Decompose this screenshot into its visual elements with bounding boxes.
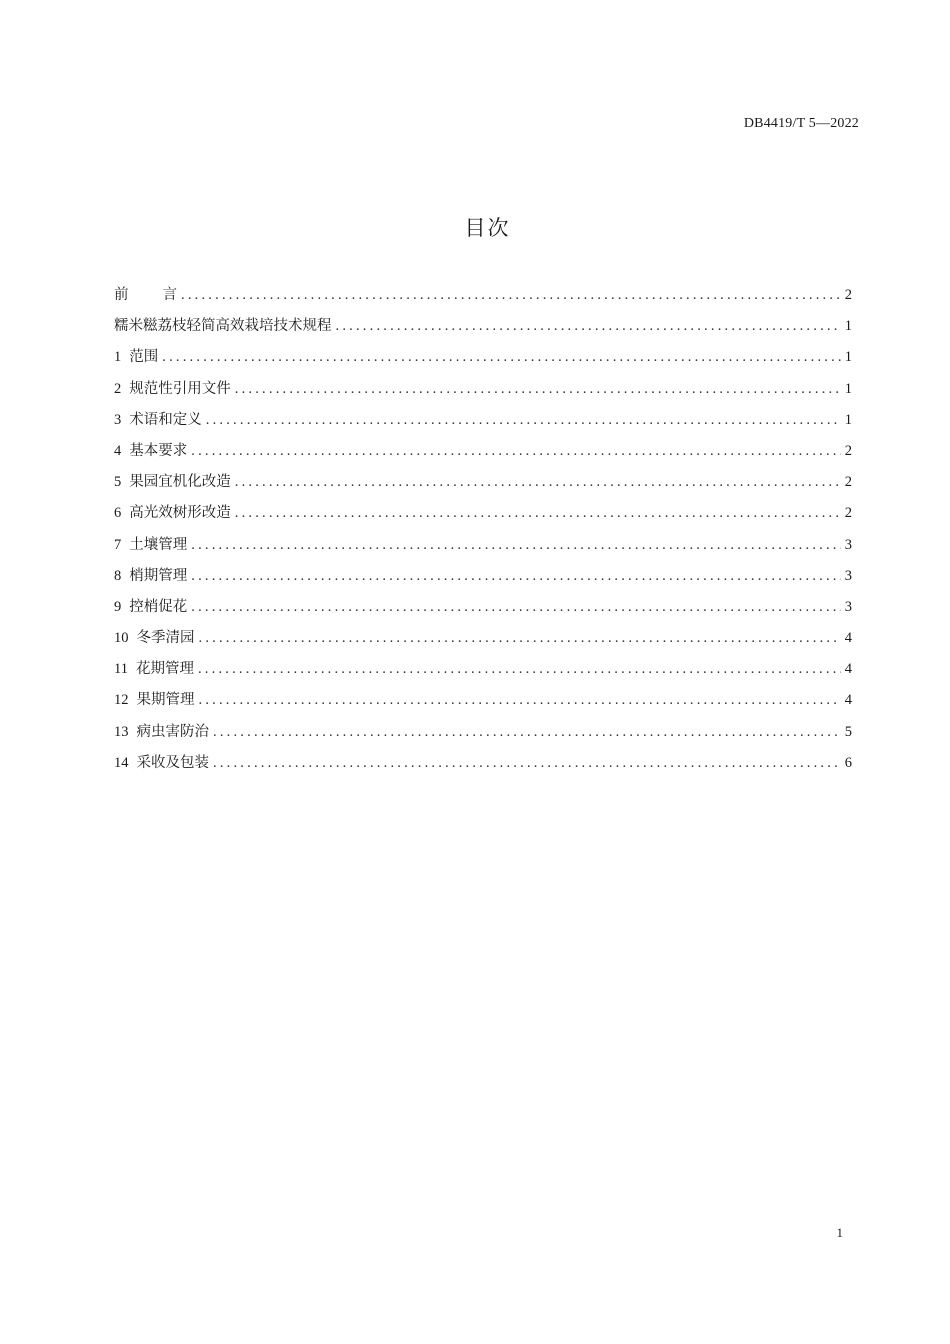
toc-entry-label <box>114 751 213 772</box>
toc-entry-number: 6 <box>114 505 122 522</box>
toc-entry-number: 4 <box>114 442 122 459</box>
toc-entry-text: 冬季清园 <box>136 630 195 647</box>
toc-entry-label-part: 前 <box>114 287 129 303</box>
toc-leader-dots <box>336 318 841 335</box>
toc-leader-dots <box>235 505 841 522</box>
toc-entry-number: 12 <box>114 692 129 709</box>
toc-leader-dots <box>191 443 841 460</box>
table-of-contents <box>114 283 852 782</box>
toc-entry-page: 6 <box>844 754 852 771</box>
toc-entry-page: 1 <box>844 411 852 428</box>
toc-entry-number: 3 <box>114 411 122 428</box>
toc-entry-number: 9 <box>114 598 122 615</box>
toc-entry-text: 控梢促花 <box>129 598 188 615</box>
toc-entry-7[interactable] <box>114 533 852 564</box>
toc-entry-8[interactable] <box>114 564 852 595</box>
toc-entry-text: 果期管理 <box>136 692 195 709</box>
toc-leader-dots <box>199 630 841 647</box>
toc-entry-text: 高光效树形改造 <box>129 505 231 522</box>
toc-entry-1[interactable] <box>114 345 852 376</box>
toc-entry-foreword[interactable] <box>114 283 852 314</box>
toc-leader-dots <box>181 287 841 304</box>
toc-title: 目次 <box>464 216 511 240</box>
toc-leader-dots <box>191 599 841 616</box>
toc-entry-text: 基本要求 <box>129 442 188 459</box>
toc-entry-11[interactable] <box>114 657 852 688</box>
toc-entry-page: 3 <box>844 598 852 615</box>
toc-entry-page: 4 <box>844 630 852 647</box>
toc-leader-dots <box>235 381 841 398</box>
toc-entry-text: 术语和定义 <box>129 411 202 428</box>
toc-entry-3[interactable] <box>114 408 852 439</box>
toc-entry-text: 梢期管理 <box>129 567 188 584</box>
toc-entry-page: 2 <box>844 474 852 491</box>
toc-entry-number: 10 <box>114 630 129 647</box>
toc-entry-5[interactable] <box>114 470 852 501</box>
toc-entry-label <box>114 470 235 491</box>
toc-entry-label: 糯米糍荔枝轻简高效栽培技术规程 <box>114 318 332 335</box>
page-number: 1 <box>836 1225 843 1240</box>
toc-entry-page: 1 <box>844 349 852 366</box>
toc-entry-text: 病虫害防治 <box>136 723 209 740</box>
toc-entry-label <box>114 720 213 741</box>
toc-entry-label <box>114 408 206 429</box>
toc-entry-label <box>114 688 199 709</box>
toc-entry-2[interactable] <box>114 377 852 408</box>
toc-entry-number: 5 <box>114 474 122 491</box>
toc-entry-12[interactable] <box>114 688 852 719</box>
toc-leader-dots <box>191 568 841 585</box>
toc-entry-10[interactable] <box>114 626 852 657</box>
toc-entry-text: 采收及包装 <box>136 754 209 771</box>
toc-entry-text: 果园宜机化改造 <box>129 474 231 491</box>
toc-leader-dots <box>198 661 841 678</box>
toc-entry-14[interactable] <box>114 751 852 782</box>
toc-entry-page: 4 <box>844 692 852 709</box>
document-code: DB4419/T 5—2022 <box>743 116 859 131</box>
toc-entry-label <box>114 564 191 585</box>
toc-entry-page: 4 <box>844 661 852 678</box>
toc-entry-label <box>114 439 191 460</box>
toc-entry-label <box>114 283 181 304</box>
toc-leader-dots <box>191 537 841 554</box>
toc-entry-text: 土壤管理 <box>129 536 188 553</box>
toc-leader-dots <box>235 474 841 491</box>
toc-entry-label-part: 言 <box>162 287 177 303</box>
toc-entry-number: 11 <box>114 661 128 678</box>
toc-entry-number: 14 <box>114 754 129 771</box>
toc-entry-page: 1 <box>844 380 852 397</box>
toc-entry-label <box>114 345 162 366</box>
toc-entry-main-title[interactable] <box>114 314 852 345</box>
toc-entry-page: 2 <box>844 505 852 522</box>
toc-entry-label <box>114 377 235 398</box>
toc-entry-number: 7 <box>114 536 122 553</box>
toc-entry-page: 5 <box>844 723 852 740</box>
toc-entry-6[interactable] <box>114 501 852 532</box>
toc-entry-4[interactable] <box>114 439 852 470</box>
toc-leader-dots <box>162 349 841 366</box>
toc-entry-number: 1 <box>114 349 122 366</box>
toc-entry-text: 花期管理 <box>135 661 194 678</box>
toc-entry-label <box>114 626 199 647</box>
toc-entry-page: 3 <box>844 567 852 584</box>
toc-leader-dots <box>213 755 841 772</box>
toc-entry-text: 规范性引用文件 <box>129 380 231 397</box>
toc-entry-9[interactable] <box>114 595 852 626</box>
toc-leader-dots <box>213 724 841 741</box>
toc-entry-label <box>114 657 198 678</box>
toc-entry-page: 3 <box>844 536 852 553</box>
toc-entry-number: 13 <box>114 723 129 740</box>
toc-entry-label <box>114 533 191 554</box>
toc-entry-text: 范围 <box>129 349 159 366</box>
toc-entry-13[interactable] <box>114 720 852 751</box>
toc-entry-number: 2 <box>114 380 122 397</box>
toc-entry-page: 2 <box>844 287 852 303</box>
toc-leader-dots <box>199 692 841 709</box>
toc-entry-label <box>114 595 191 616</box>
toc-entry-number: 8 <box>114 567 122 584</box>
toc-entry-page: 1 <box>844 318 852 335</box>
toc-leader-dots <box>206 412 841 429</box>
toc-entry-page: 2 <box>844 442 852 459</box>
toc-entry-label <box>114 501 235 522</box>
